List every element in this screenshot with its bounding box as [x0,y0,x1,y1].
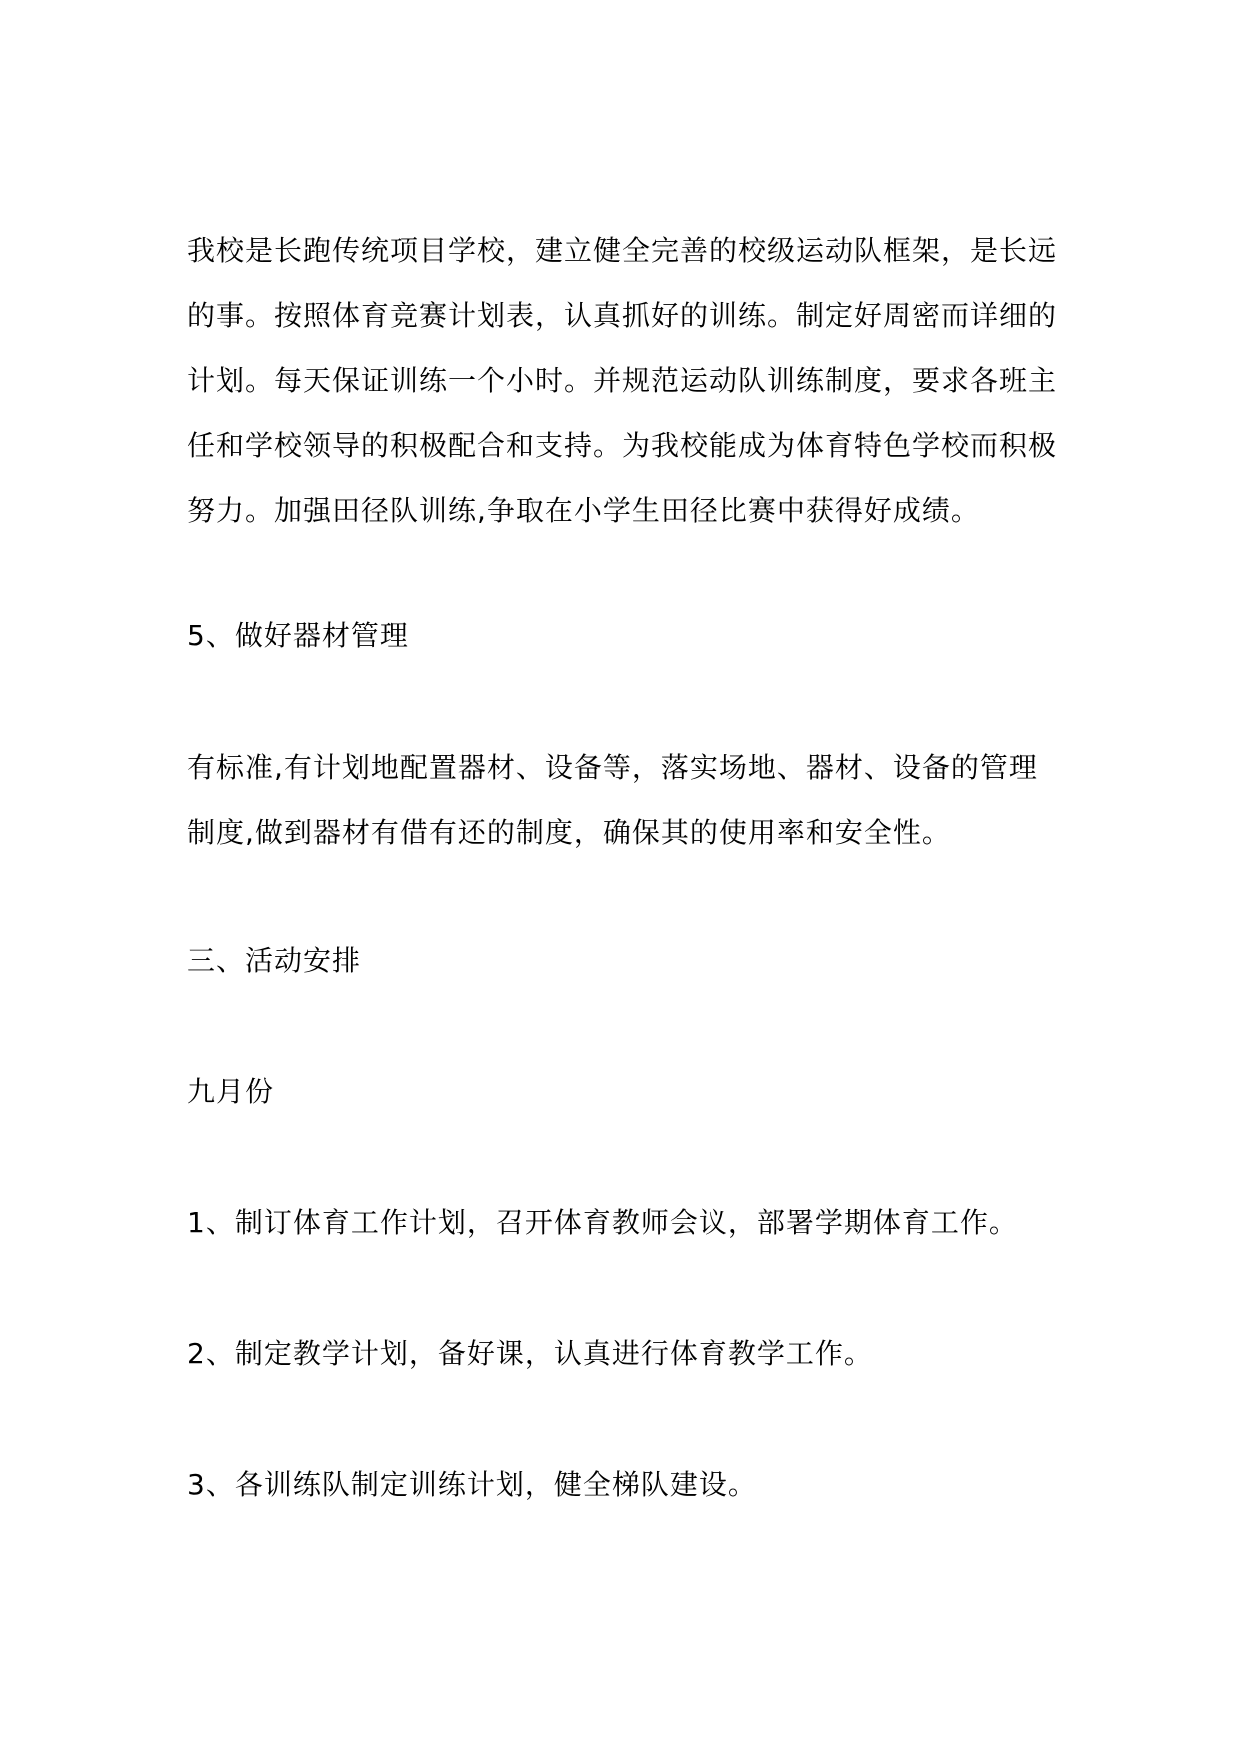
section-heading-activities: 三、活动安排 [187,944,362,977]
list-item: 2、制定教学计划，备好课，认真进行体育教学工作。 [187,1337,873,1370]
paragraph-line: 的事。按照体育竞赛计划表，认真抓好的训练。制定好周密而详细的 [187,299,1058,332]
paragraph-line: 制度,做到器材有借有还的制度，确保其的使用率和安全性。 [187,816,951,849]
list-item: 1、制订体育工作计划，召开体育教师会议，部署学期体育工作。 [187,1206,1018,1239]
paragraph-line: 努力。加强田径队训练,争取在小学生田径比赛中获得好成绩。 [187,494,980,527]
paragraph-line: 有标准,有计划地配置器材、设备等，落实场地、器材、设备的管理 [187,751,1038,784]
paragraph-training-team [187,218,1067,543]
paragraph-line: 任和学校领导的积极配合和支持。为我校能成为体育特色学校而积极 [187,429,1058,462]
section-heading-equipment: 5、做好器材管理 [187,619,409,652]
month-heading-september: 九月份 [187,1075,275,1108]
paragraph-equipment [187,735,1067,865]
paragraph-line: 计划。每天保证训练一个小时。并规范运动队训练制度，要求各班主 [187,364,1058,397]
paragraph-line: 我校是长跑传统项目学校，建立健全完善的校级运动队框架，是长远 [187,234,1058,267]
list-item: 3、各训练队制定训练计划，健全梯队建设。 [187,1468,757,1501]
